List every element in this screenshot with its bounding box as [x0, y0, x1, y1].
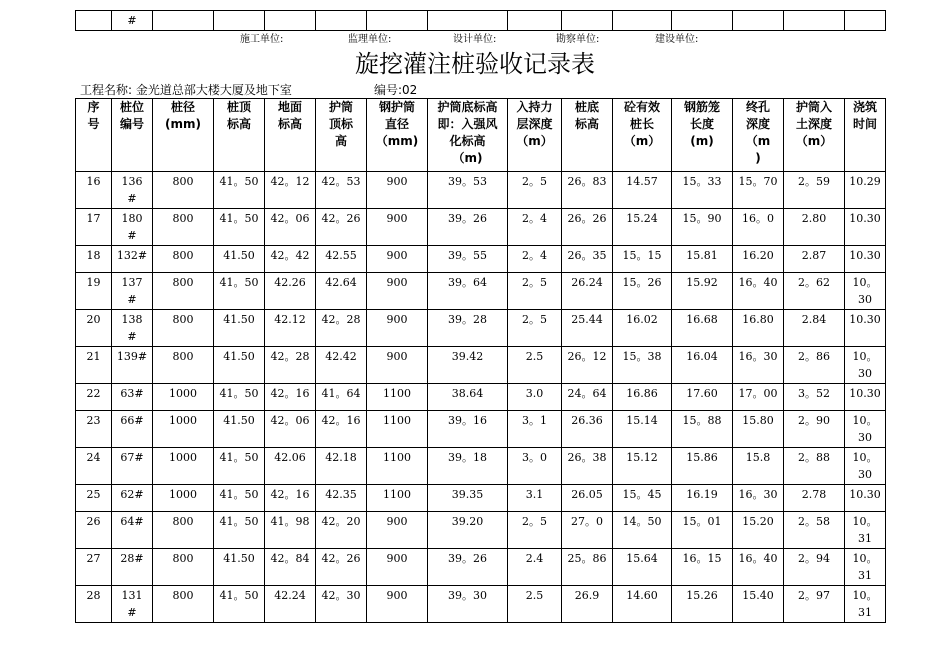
- table-cell: 64#: [112, 512, 153, 549]
- table-cell: 63#: [112, 384, 153, 411]
- table-cell: 2.87: [784, 246, 845, 273]
- table-cell: 800: [153, 512, 214, 549]
- table-cell: 900: [367, 273, 428, 310]
- table-cell: 17: [76, 209, 112, 246]
- table-cell: 16.20: [733, 246, 784, 273]
- table-cell: 42。16: [265, 485, 316, 512]
- top-cell: [265, 11, 316, 31]
- table-cell: 3.1: [508, 485, 562, 512]
- table-cell: 39。55: [428, 246, 508, 273]
- table-cell: 42。16: [316, 411, 367, 448]
- top-cell: [214, 11, 265, 31]
- table-cell: 10。 31: [845, 549, 886, 586]
- table-cell: 26.24: [562, 273, 613, 310]
- table-cell: 16.80: [733, 310, 784, 347]
- table-cell: 17.60: [672, 384, 733, 411]
- table-cell: 900: [367, 310, 428, 347]
- top-cell: [428, 11, 508, 31]
- column-header: 桩底 标高: [562, 99, 613, 172]
- table-row: [76, 172, 886, 209]
- table-cell: 66#: [112, 411, 153, 448]
- table-cell: 800: [153, 549, 214, 586]
- table-cell: 10。 30: [845, 411, 886, 448]
- pile-acceptance-table: [75, 98, 886, 623]
- supervision-unit-label: 监理单位:: [348, 34, 392, 45]
- top-cell: [508, 11, 562, 31]
- table-cell: 15.64: [613, 549, 672, 586]
- table-cell: 26.36: [562, 411, 613, 448]
- table-cell: 42。12: [265, 172, 316, 209]
- table-cell: 41.50: [214, 347, 265, 384]
- table-cell: 25: [76, 485, 112, 512]
- table-cell: 38.64: [428, 384, 508, 411]
- table-row: [76, 384, 886, 411]
- table-cell: 2.78: [784, 485, 845, 512]
- owner-unit-label: 建设单位:: [655, 34, 699, 45]
- table-cell: 10。 31: [845, 586, 886, 623]
- table-cell: 139#: [112, 347, 153, 384]
- document-title: 旋挖灌注桩验收记录表: [355, 50, 595, 78]
- table-cell: 41.50: [214, 411, 265, 448]
- table-cell: 900: [367, 549, 428, 586]
- table-cell: 800: [153, 586, 214, 623]
- table-cell: 16.19: [672, 485, 733, 512]
- table-cell: 42.06: [265, 448, 316, 485]
- table-cell: 26。83: [562, 172, 613, 209]
- table-cell: 22: [76, 384, 112, 411]
- table-cell: 39。26: [428, 209, 508, 246]
- table-cell: 41。50: [214, 273, 265, 310]
- table-cell: 2。5: [508, 512, 562, 549]
- table-cell: 39。30: [428, 586, 508, 623]
- table-cell: 15.26: [672, 586, 733, 623]
- table-cell: 15。33: [672, 172, 733, 209]
- table-row: [76, 273, 886, 310]
- table-cell: 800: [153, 347, 214, 384]
- table-cell: 39。18: [428, 448, 508, 485]
- column-header: 桩顶 标高: [214, 99, 265, 172]
- table-cell: 16。30: [733, 485, 784, 512]
- table-cell: 41。50: [214, 485, 265, 512]
- table-cell: 1100: [367, 448, 428, 485]
- signature-line: [0, 30, 950, 46]
- table-cell: 10。 30: [845, 273, 886, 310]
- column-header: 钢筋笼 长度 (m): [672, 99, 733, 172]
- table-cell: 138 #: [112, 310, 153, 347]
- table-cell: 131 #: [112, 586, 153, 623]
- top-cell: [672, 11, 733, 31]
- table-cell: 28#: [112, 549, 153, 586]
- table-cell: 16。30: [733, 347, 784, 384]
- column-header: 入持力 层深度 （m）: [508, 99, 562, 172]
- table-cell: 39.35: [428, 485, 508, 512]
- table-cell: 16。15: [672, 549, 733, 586]
- project-name: 工程名称: 金光道总部大楼大厦及地下室: [80, 83, 292, 97]
- table-cell: 15。01: [672, 512, 733, 549]
- table-cell: 39。64: [428, 273, 508, 310]
- table-cell: 2。62: [784, 273, 845, 310]
- table-cell: 39.42: [428, 347, 508, 384]
- table-cell: 26.05: [562, 485, 613, 512]
- top-cell: [562, 11, 613, 31]
- top-cell: [316, 11, 367, 31]
- table-cell: 41。50: [214, 384, 265, 411]
- table-cell: 42。26: [316, 209, 367, 246]
- column-header: 终孔 深度 （m ): [733, 99, 784, 172]
- table-cell: 1000: [153, 485, 214, 512]
- table-cell: 14。50: [613, 512, 672, 549]
- table-cell: 3。52: [784, 384, 845, 411]
- table-cell: 132#: [112, 246, 153, 273]
- table-cell: 900: [367, 586, 428, 623]
- table-cell: 16.04: [672, 347, 733, 384]
- table-cell: 42.18: [316, 448, 367, 485]
- table-cell: 2.5: [508, 586, 562, 623]
- table-cell: 2。88: [784, 448, 845, 485]
- table-row: [76, 485, 886, 512]
- top-cell: #: [112, 11, 153, 31]
- table-cell: 25.44: [562, 310, 613, 347]
- table-cell: 39。28: [428, 310, 508, 347]
- table-cell: 14.60: [613, 586, 672, 623]
- column-header: 钢护筒 直径 （mm): [367, 99, 428, 172]
- table-cell: 10.30: [845, 384, 886, 411]
- top-cell: [153, 11, 214, 31]
- table-cell: 2。58: [784, 512, 845, 549]
- table-row: [76, 310, 886, 347]
- column-header: 桩位 编号: [112, 99, 153, 172]
- table-cell: 15.8: [733, 448, 784, 485]
- table-cell: 2。94: [784, 549, 845, 586]
- table-cell: 42.35: [316, 485, 367, 512]
- table-cell: 900: [367, 512, 428, 549]
- table-cell: 41。50: [214, 172, 265, 209]
- table-row: [76, 209, 886, 246]
- column-header: 浇筑 时间: [845, 99, 886, 172]
- table-cell: 15。26: [613, 273, 672, 310]
- table-cell: 15。15: [613, 246, 672, 273]
- table-cell: 39.20: [428, 512, 508, 549]
- table-cell: 15。45: [613, 485, 672, 512]
- table-cell: 2.4: [508, 549, 562, 586]
- table-cell: 900: [367, 172, 428, 209]
- table-cell: 26: [76, 512, 112, 549]
- table-cell: 2.5: [508, 347, 562, 384]
- table-cell: 10。 31: [845, 512, 886, 549]
- table-cell: 39。16: [428, 411, 508, 448]
- table-cell: 2。5: [508, 172, 562, 209]
- table-cell: 21: [76, 347, 112, 384]
- table-cell: 3.0: [508, 384, 562, 411]
- table-cell: 41。50: [214, 209, 265, 246]
- column-header: 序 号: [76, 99, 112, 172]
- table-header-row: [76, 99, 886, 172]
- table-cell: 42.64: [316, 273, 367, 310]
- top-cell: [76, 11, 112, 31]
- table-cell: 2。5: [508, 273, 562, 310]
- table-cell: 24。64: [562, 384, 613, 411]
- table-cell: 16.02: [613, 310, 672, 347]
- table-cell: 2。4: [508, 246, 562, 273]
- table-cell: 42.24: [265, 586, 316, 623]
- table-cell: 10。 30: [845, 347, 886, 384]
- top-cell: [733, 11, 784, 31]
- serial-number: 编号:02: [374, 83, 418, 97]
- table-cell: 16.86: [613, 384, 672, 411]
- table-cell: 41。50: [214, 586, 265, 623]
- table-cell: 800: [153, 209, 214, 246]
- table-cell: 42。84: [265, 549, 316, 586]
- table-cell: 3。0: [508, 448, 562, 485]
- table-cell: 26.9: [562, 586, 613, 623]
- table-row: [76, 246, 886, 273]
- top-cell: [845, 11, 886, 31]
- table-cell: 800: [153, 310, 214, 347]
- table-cell: 42.42: [316, 347, 367, 384]
- table-cell: 24: [76, 448, 112, 485]
- table-cell: 42.12: [265, 310, 316, 347]
- table-cell: 25。86: [562, 549, 613, 586]
- table-cell: 1100: [367, 485, 428, 512]
- top-cell: [784, 11, 845, 31]
- table-cell: 15。90: [672, 209, 733, 246]
- table-cell: 14.57: [613, 172, 672, 209]
- table-cell: 42。28: [265, 347, 316, 384]
- table-cell: 1000: [153, 411, 214, 448]
- table-cell: 39。26: [428, 549, 508, 586]
- table-cell: 2。86: [784, 347, 845, 384]
- table-cell: 900: [367, 246, 428, 273]
- table-cell: 28: [76, 586, 112, 623]
- table-cell: 15.40: [733, 586, 784, 623]
- table-cell: 10。 30: [845, 448, 886, 485]
- previous-page-table-fragment: [75, 10, 886, 31]
- table-cell: 1000: [153, 448, 214, 485]
- table-cell: 800: [153, 172, 214, 209]
- table-cell: 15.86: [672, 448, 733, 485]
- table-cell: 15.12: [613, 448, 672, 485]
- table-cell: 41.50: [214, 310, 265, 347]
- table-cell: 800: [153, 246, 214, 273]
- table-cell: 15.14: [613, 411, 672, 448]
- table-cell: 900: [367, 209, 428, 246]
- table-cell: 41。98: [265, 512, 316, 549]
- table-cell: 2。90: [784, 411, 845, 448]
- table-cell: 2。5: [508, 310, 562, 347]
- table-cell: 41。64: [316, 384, 367, 411]
- column-header: 护筒入 土深度 （m）: [784, 99, 845, 172]
- table-cell: 2。59: [784, 172, 845, 209]
- table-body: [76, 172, 886, 623]
- table-cell: 42。06: [265, 209, 316, 246]
- table-cell: 2.80: [784, 209, 845, 246]
- table-cell: 15.20: [733, 512, 784, 549]
- table-cell: 2。4: [508, 209, 562, 246]
- table-cell: 10.30: [845, 485, 886, 512]
- table-cell: 900: [367, 347, 428, 384]
- top-cell: [613, 11, 672, 31]
- table-cell: 41。50: [214, 512, 265, 549]
- table-cell: 26。38: [562, 448, 613, 485]
- table-cell: 42。16: [265, 384, 316, 411]
- table-cell: 2.84: [784, 310, 845, 347]
- table-cell: 800: [153, 273, 214, 310]
- table-cell: 10.30: [845, 209, 886, 246]
- column-header: 地面 标高: [265, 99, 316, 172]
- top-cell: [367, 11, 428, 31]
- table-cell: 27: [76, 549, 112, 586]
- previous-page-row: [76, 11, 886, 31]
- table-cell: 10.30: [845, 310, 886, 347]
- construction-unit-label: 施工单位:: [240, 34, 284, 45]
- table-cell: 16.68: [672, 310, 733, 347]
- table-cell: 42。06: [265, 411, 316, 448]
- column-header: 桩径 (mm): [153, 99, 214, 172]
- table-cell: 137 #: [112, 273, 153, 310]
- table-cell: 15.80: [733, 411, 784, 448]
- table-cell: 23: [76, 411, 112, 448]
- table-cell: 42。26: [316, 549, 367, 586]
- table-cell: 41.50: [214, 246, 265, 273]
- design-unit-label: 设计单位:: [453, 34, 497, 45]
- table-cell: 16。40: [733, 549, 784, 586]
- table-cell: 16。0: [733, 209, 784, 246]
- table-cell: 2。97: [784, 586, 845, 623]
- table-cell: 1100: [367, 411, 428, 448]
- table-cell: 136 #: [112, 172, 153, 209]
- table-cell: 180 #: [112, 209, 153, 246]
- table-cell: 27。0: [562, 512, 613, 549]
- table-cell: 15。38: [613, 347, 672, 384]
- table-cell: 15.81: [672, 246, 733, 273]
- table-row: [76, 347, 886, 384]
- table-cell: 17。00: [733, 384, 784, 411]
- table-cell: 26。12: [562, 347, 613, 384]
- table-row: [76, 586, 886, 623]
- table-row: [76, 448, 886, 485]
- table-row: [76, 411, 886, 448]
- table-cell: 41.50: [214, 549, 265, 586]
- table-cell: 42。53: [316, 172, 367, 209]
- table-cell: 62#: [112, 485, 153, 512]
- column-header: 护筒 顶标 高: [316, 99, 367, 172]
- table-cell: 42.26: [265, 273, 316, 310]
- table-cell: 42。42: [265, 246, 316, 273]
- table-cell: 20: [76, 310, 112, 347]
- table-cell: 1000: [153, 384, 214, 411]
- table-cell: 39。53: [428, 172, 508, 209]
- table-cell: 10.30: [845, 246, 886, 273]
- table-cell: 1100: [367, 384, 428, 411]
- table-cell: 16。40: [733, 273, 784, 310]
- table-cell: 41。50: [214, 448, 265, 485]
- table-cell: 16: [76, 172, 112, 209]
- table-cell: 19: [76, 273, 112, 310]
- table-cell: 15.92: [672, 273, 733, 310]
- table-cell: 15。88: [672, 411, 733, 448]
- column-header: 砼有效 桩长 （m）: [613, 99, 672, 172]
- table-cell: 15.24: [613, 209, 672, 246]
- table-cell: 42。30: [316, 586, 367, 623]
- table-cell: 42。20: [316, 512, 367, 549]
- table-cell: 26。35: [562, 246, 613, 273]
- table-cell: 3。1: [508, 411, 562, 448]
- table-row: [76, 549, 886, 586]
- table-cell: 26。26: [562, 209, 613, 246]
- survey-unit-label: 勘察单位:: [556, 34, 600, 45]
- table-cell: 10.29: [845, 172, 886, 209]
- table-cell: 42。28: [316, 310, 367, 347]
- table-cell: 42.55: [316, 246, 367, 273]
- column-header: 护筒底标高 即：入强风 化标高 （m): [428, 99, 508, 172]
- table-cell: 67#: [112, 448, 153, 485]
- table-cell: 15。70: [733, 172, 784, 209]
- table-cell: 18: [76, 246, 112, 273]
- table-row: [76, 512, 886, 549]
